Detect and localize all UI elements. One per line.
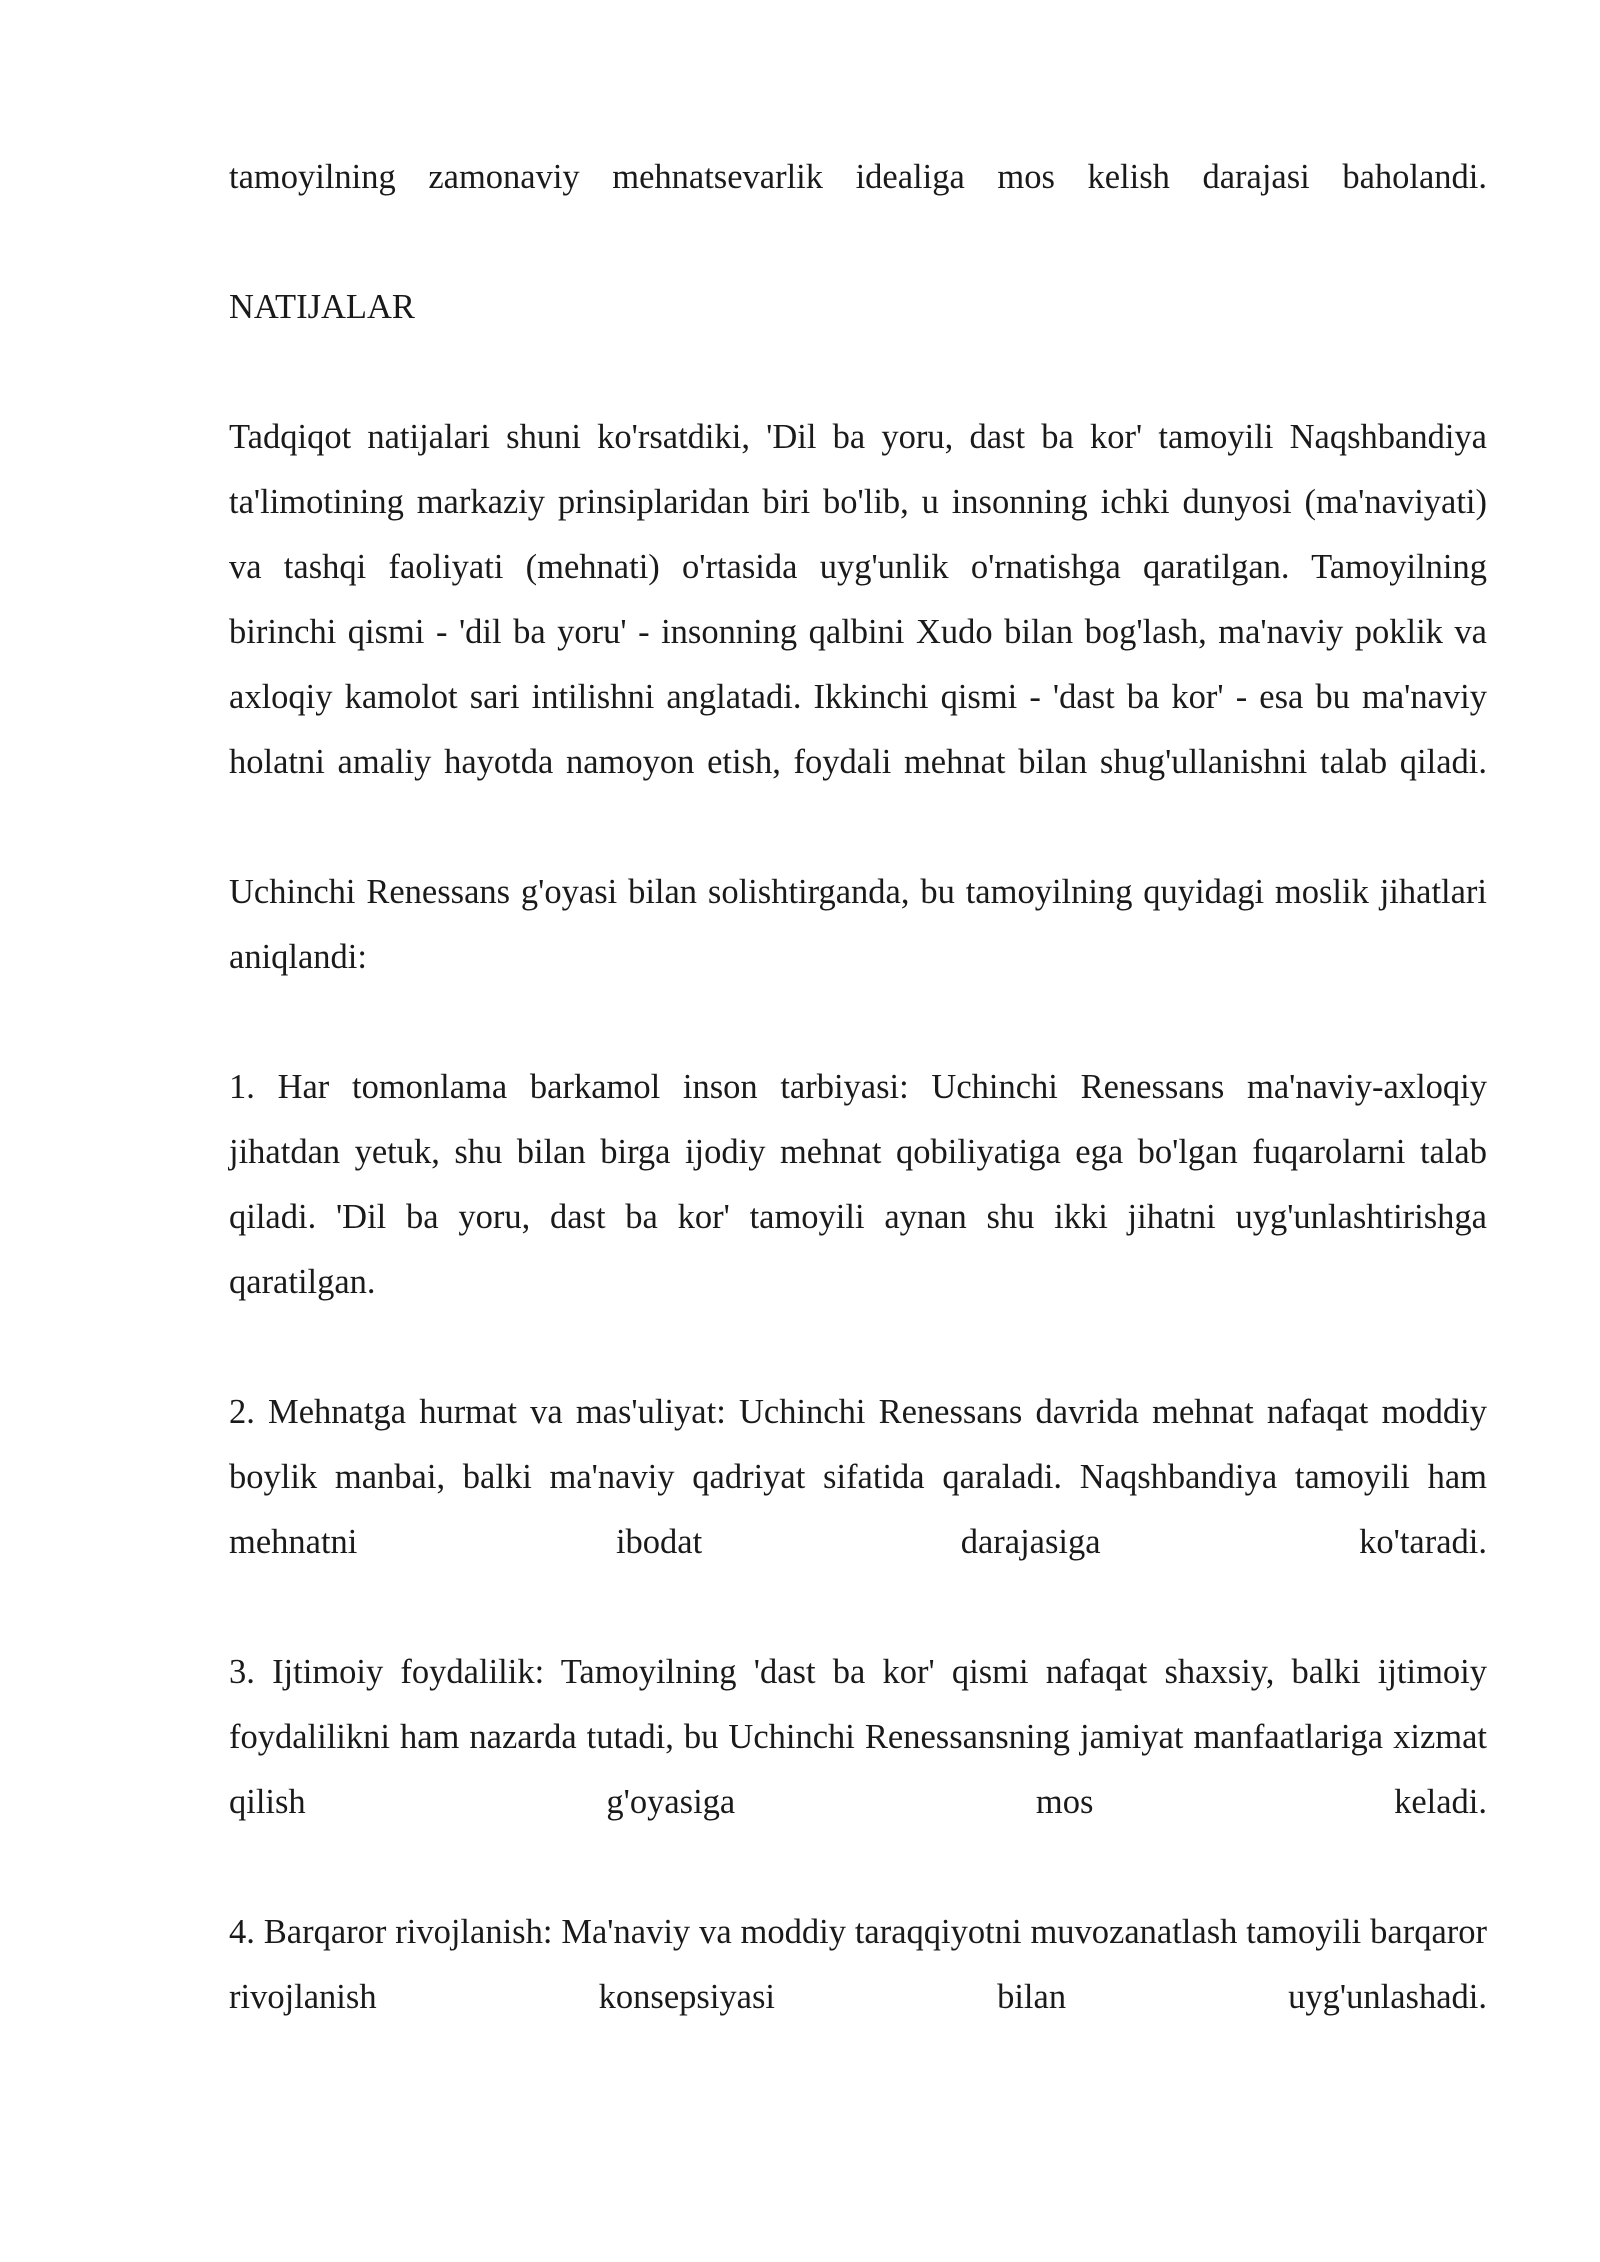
paragraph-comparison: Uchinchi Renessans g'oyasi bilan solishtirganda, bu tamoyilning quyidagi moslik jihatlari aniqlandi:: [229, 873, 1487, 976]
list-item-2: 2. Mehnatga hurmat va mas'uliyat: Uchinchi Renessans davrida mehnat nafaqat moddiy boylik manbai, balki ma'naviy qadriyat sifatida qaraladi. Naqshbandiya tamoyili ham mehnatni ibodat darajasiga ko'taradi.: [229, 1393, 1487, 1561]
paragraph-results: Tadqiqot natijalari shuni ko'rsatdiki, 'Dil ba yoru, dast ba kor' tamoyili Naqshbandiya ta'limotining markaziy prinsiplaridan biri bo'lib, u insonning ichki dunyosi (ma'naviyati) va tashqi faoliyati (mehnati) o'rtasida uyg'unlik o'rnatishga qaratilgan. Tamoyilning birinchi qismi - 'dil ba yoru' - insonning qalbini Xudo bilan bog'lash, ma'naviy poklik va axloqiy kamolot sari intilishni anglatadi. Ikkinchi qismi - 'dast ba kor' - esa bu ma'naviy holatni amaliy hayotda namoyon etish, foydali mehnat bilan shug'ullanishni talab qiladi.: [229, 418, 1487, 781]
section-heading: NATIJALAR: [229, 288, 415, 326]
list-item-1: 1. Har tomonlama barkamol inson tarbiyasi: Uchinchi Renessans ma'naviy-axloqiy jihatdan yetuk, shu bilan birga ijodiy mehnat qobiliyatiga ega bo'lgan fuqarolarni talab qiladi. 'Dil ba yoru, dast ba kor' tamoyili aynan shu ikki jihatni uyg'unlashtirishga qaratilgan.: [229, 1068, 1487, 1301]
list-item-4: 4. Barqaror rivojlanish: Ma'naviy va moddiy taraqqiyotni muvozanatlash tamoyili barqaror rivojlanish konsepsiyasi bilan uyg'unlashadi.: [229, 1913, 1487, 2016]
document-body: [229, 145, 1487, 2030]
list-item-3: 3. Ijtimoiy foydalilik: Tamoyilning 'dast ba kor' qismi nafaqat shaxsiy, balki ijtimoiy foydalilikni ham nazarda tutadi, bu Uchinchi Renessansning jamiyat manfaatlariga xizmat qilish g'oyasiga mos keladi.: [229, 1653, 1487, 1821]
paragraph-intro-continuation: tamoyilning zamonaviy mehnatsevarlik idealiga mos kelish darajasi baholandi.: [229, 158, 1487, 196]
